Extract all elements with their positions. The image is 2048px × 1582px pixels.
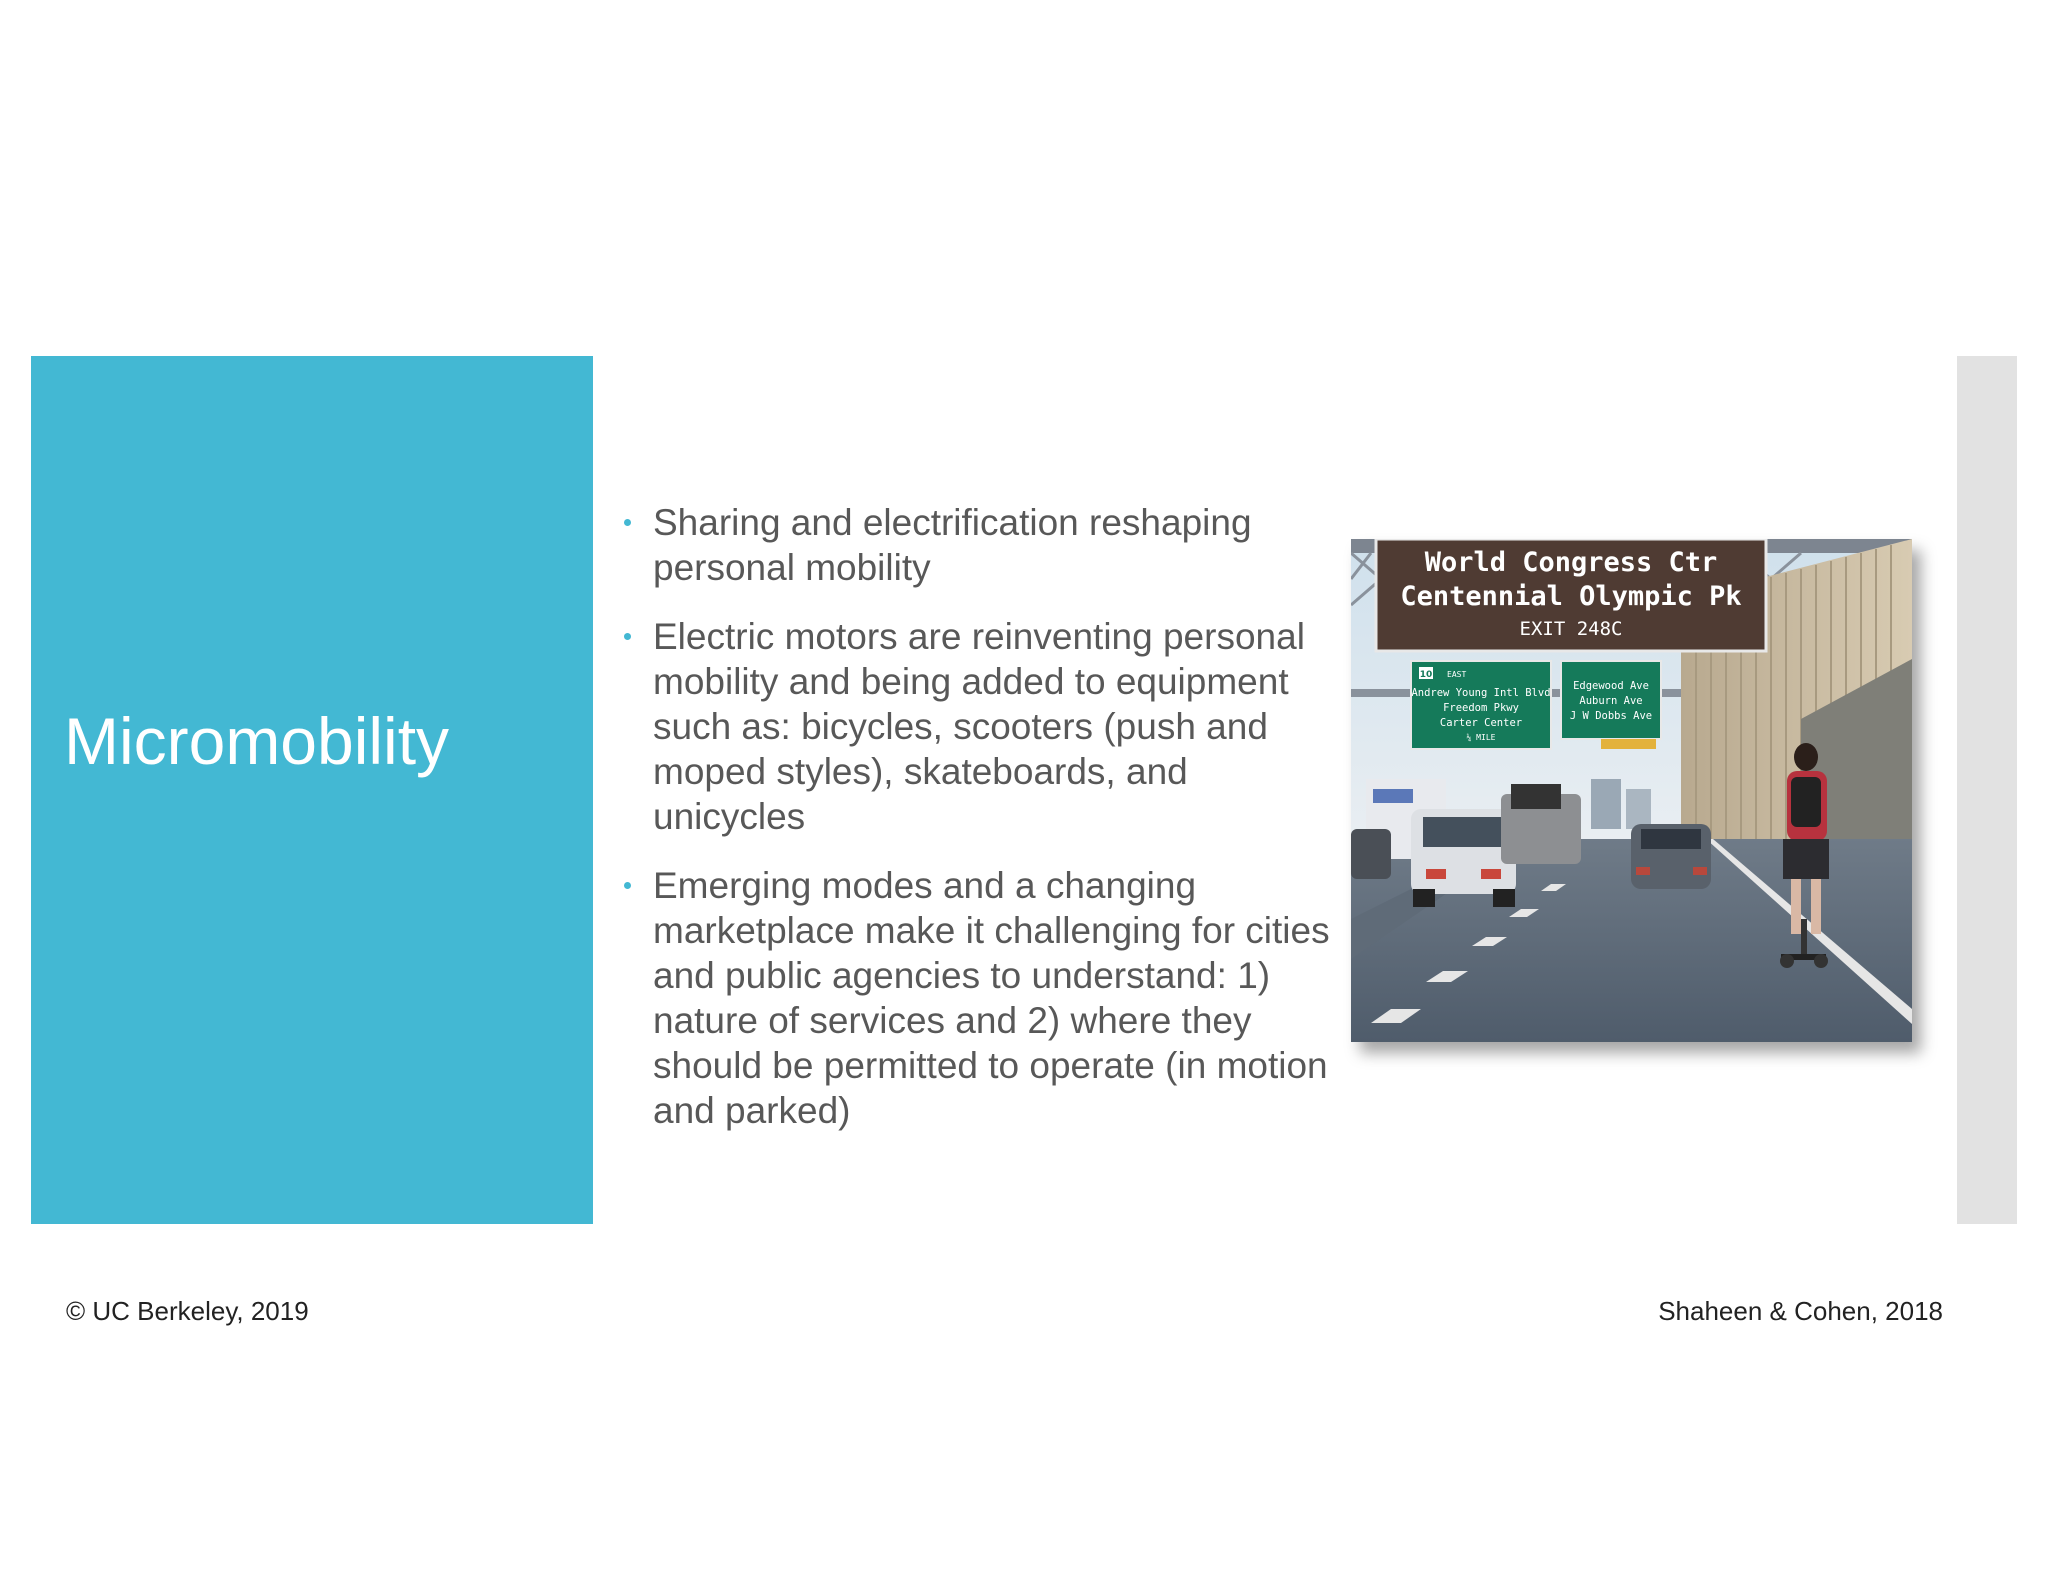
sign-right-line-2: Auburn Ave (1579, 695, 1643, 707)
sign-right-line-3: J W Dobbs Ave (1569, 710, 1653, 722)
bullet-item (620, 863, 1340, 1133)
footer-copyright: © UC Berkeley, 2019 (66, 1296, 309, 1326)
sign-main-exit: EXIT 248C (1519, 618, 1623, 640)
sign-left-route: 10 (1419, 670, 1433, 680)
bullet-item (620, 500, 1340, 590)
sign-left-line-3: Carter Center (1439, 717, 1523, 729)
bullet-text: Emerging modes and a changing marketplace make it challenging for cities and public agencies to understand: 1) nature of services and 2) where they should be permitted to operate (in motion and parked) (653, 865, 1330, 1131)
sign-left-direction: EAST (1447, 670, 1467, 679)
sign-main-line-2: Centennial Olympic Pk (1400, 581, 1742, 612)
highway-scooter-photo (1351, 539, 1912, 1042)
footer-citation: Shaheen & Cohen, 2018 (1658, 1296, 1943, 1326)
bullet-dot-icon (624, 633, 631, 640)
sign-main-line-1: World Congress Ctr (1424, 547, 1718, 578)
bullet-text: Sharing and electrification reshaping personal mobility (653, 502, 1252, 588)
bullet-dot-icon (624, 882, 631, 889)
sign-left-line-1: Andrew Young Intl Blvd (1411, 687, 1551, 699)
right-accent-bar (1957, 356, 2017, 1224)
title-panel (31, 356, 593, 1224)
sign-left-distance: ¼ MILE (1466, 733, 1496, 742)
bullet-item (620, 614, 1340, 839)
bullet-dot-icon (624, 519, 631, 526)
bullet-list (620, 500, 1340, 1157)
bullet-text: Electric motors are reinventing personal mobility and being added to equipment such as: bicycles, scooters (push and moped styles), skateboards, and unicycles (653, 616, 1305, 837)
sign-left-line-2: Freedom Pkwy (1443, 702, 1519, 714)
slide-title: Micromobility (64, 704, 450, 778)
sign-right-line-1: Edgewood Ave (1573, 680, 1649, 692)
